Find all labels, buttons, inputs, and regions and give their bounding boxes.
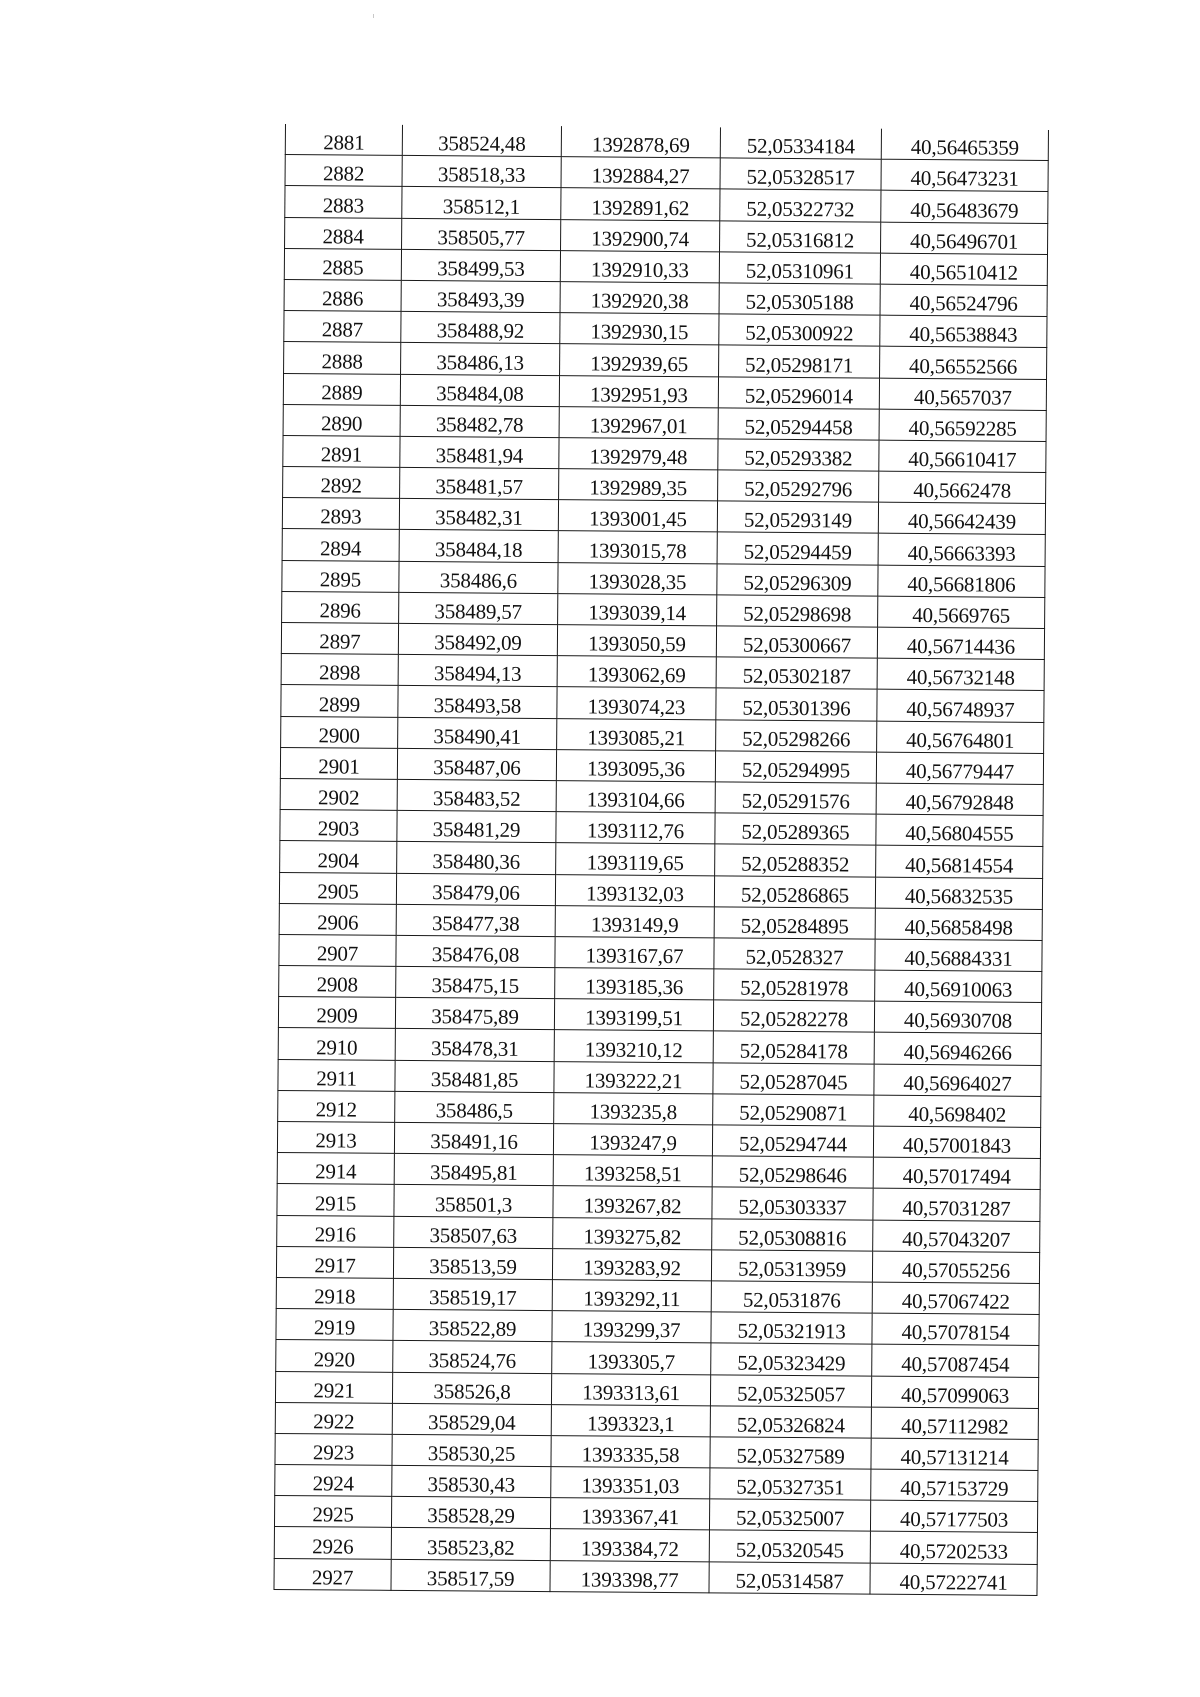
y-coordinate-cell: 1392930,15 [560, 313, 719, 345]
longitude-cell: 40,56483679 [881, 191, 1048, 223]
y-coordinate-cell: 1392939,65 [560, 344, 719, 376]
x-coordinate-cell: 358475,89 [395, 998, 554, 1030]
point-number-cell: 2893 [282, 498, 399, 530]
y-coordinate-cell: 1393095,36 [556, 749, 715, 781]
point-number-cell: 2921 [275, 1371, 392, 1403]
latitude-cell: 52,05325007 [709, 1499, 870, 1531]
point-number-cell: 2888 [284, 342, 401, 374]
x-coordinate-cell: 358484,18 [399, 530, 558, 562]
latitude-cell: 52,05316812 [720, 220, 881, 252]
longitude-cell: 40,57153729 [871, 1469, 1038, 1501]
x-coordinate-cell: 358486,6 [399, 561, 558, 593]
point-number-cell: 2897 [281, 622, 398, 654]
latitude-cell: 52,05281978 [714, 969, 875, 1001]
y-coordinate-cell: 1393085,21 [557, 718, 716, 750]
latitude-cell: 52,05314587 [709, 1562, 870, 1594]
point-number-cell: 2904 [280, 841, 397, 873]
point-number-cell: 2914 [277, 1153, 394, 1185]
y-coordinate-cell: 1392884,27 [561, 157, 720, 189]
x-coordinate-cell: 358512,1 [402, 187, 561, 219]
y-coordinate-cell: 1392920,38 [560, 282, 719, 314]
point-number-cell: 2906 [279, 903, 396, 935]
longitude-cell: 40,57017494 [873, 1157, 1040, 1189]
longitude-cell: 40,57099063 [871, 1376, 1038, 1408]
y-coordinate-cell: 1393283,92 [552, 1248, 711, 1280]
x-coordinate-cell: 358505,77 [402, 218, 561, 250]
longitude-cell: 40,57031287 [873, 1189, 1040, 1221]
x-coordinate-cell: 358482,31 [399, 499, 558, 531]
point-number-cell: 2891 [283, 435, 400, 467]
longitude-cell: 40,57177503 [870, 1500, 1037, 1532]
x-coordinate-cell: 358495,81 [394, 1154, 553, 1186]
point-number-cell: 2915 [277, 1184, 394, 1216]
x-coordinate-cell: 358481,29 [397, 811, 556, 843]
latitude-cell: 52,05327589 [710, 1437, 871, 1469]
point-number-cell: 2899 [281, 685, 398, 717]
x-coordinate-cell: 358483,52 [397, 779, 556, 811]
longitude-cell: 40,56884331 [875, 939, 1042, 971]
x-coordinate-cell: 358482,78 [400, 405, 559, 437]
x-coordinate-cell: 358484,08 [400, 374, 559, 406]
point-number-cell: 2890 [283, 404, 400, 436]
point-number-cell: 2919 [276, 1309, 393, 1341]
longitude-cell: 40,56610417 [879, 440, 1046, 472]
latitude-cell: 52,05302187 [716, 657, 877, 689]
latitude-cell: 52,05310961 [719, 252, 880, 284]
point-number-cell: 2883 [285, 186, 402, 218]
y-coordinate-cell: 1393367,41 [550, 1498, 709, 1530]
y-coordinate-cell: 1393149,9 [555, 905, 714, 937]
latitude-cell: 52,05294744 [712, 1125, 873, 1157]
longitude-cell: 40,56496701 [881, 222, 1048, 254]
longitude-cell: 40,57131214 [871, 1438, 1038, 1470]
longitude-cell: 40,57001843 [873, 1126, 1040, 1158]
x-coordinate-cell: 358480,36 [397, 842, 556, 874]
y-coordinate-cell: 1392900,74 [561, 219, 720, 251]
point-number-cell: 2907 [279, 934, 396, 966]
point-number-cell: 2898 [281, 654, 398, 686]
y-coordinate-cell: 1393199,51 [554, 999, 713, 1031]
latitude-cell: 52,05321913 [711, 1312, 872, 1344]
latitude-cell: 52,05308816 [712, 1218, 873, 1250]
longitude-cell: 40,56714436 [877, 627, 1044, 659]
latitude-cell: 52,05305188 [719, 283, 880, 315]
y-coordinate-cell: 1393112,76 [556, 812, 715, 844]
y-coordinate-cell: 1393235,8 [554, 1092, 713, 1124]
y-coordinate-cell: 1393323,1 [551, 1404, 710, 1436]
point-number-cell: 2909 [278, 997, 395, 1029]
x-coordinate-cell: 358487,06 [397, 748, 556, 780]
x-coordinate-cell: 358522,89 [393, 1310, 552, 1342]
y-coordinate-cell: 1393351,03 [551, 1467, 710, 1499]
point-number-cell: 2918 [276, 1277, 393, 1309]
latitude-cell: 52,05298266 [716, 719, 877, 751]
longitude-cell: 40,56792848 [876, 783, 1043, 815]
y-coordinate-cell: 1393185,36 [555, 968, 714, 1000]
latitude-cell: 52,05326824 [710, 1406, 871, 1438]
longitude-cell: 40,56910063 [875, 970, 1042, 1002]
x-coordinate-cell: 358523,82 [391, 1528, 550, 1560]
latitude-cell: 52,05293149 [717, 501, 878, 533]
x-coordinate-cell: 358530,43 [392, 1465, 551, 1497]
x-coordinate-cell: 358486,13 [401, 343, 560, 375]
latitude-cell: 52,05282278 [713, 1000, 874, 1032]
point-number-cell: 2925 [274, 1496, 391, 1528]
x-coordinate-cell: 358524,48 [402, 125, 561, 157]
latitude-cell: 52,05298646 [712, 1156, 873, 1188]
y-coordinate-cell: 1392878,69 [561, 126, 720, 158]
point-number-cell: 2889 [283, 373, 400, 405]
y-coordinate-cell: 1392979,48 [559, 438, 718, 470]
x-coordinate-cell: 358493,58 [398, 686, 557, 718]
latitude-cell: 52,05313959 [711, 1250, 872, 1282]
y-coordinate-cell: 1393210,12 [554, 1030, 713, 1062]
latitude-cell: 52,05287045 [713, 1063, 874, 1095]
latitude-cell: 52,05291576 [715, 782, 876, 814]
longitude-cell: 40,5669765 [878, 596, 1045, 628]
y-coordinate-cell: 1392967,01 [559, 406, 718, 438]
point-number-cell: 2884 [285, 217, 402, 249]
point-number-cell: 2924 [275, 1465, 392, 1497]
point-number-cell: 2882 [285, 155, 402, 187]
point-number-cell: 2903 [280, 810, 397, 842]
point-number-cell: 2894 [282, 529, 399, 561]
x-coordinate-cell: 358491,16 [394, 1122, 553, 1154]
longitude-cell: 40,56552566 [880, 346, 1047, 378]
x-coordinate-cell: 358488,92 [401, 312, 560, 344]
longitude-cell: 40,56814554 [876, 845, 1043, 877]
x-coordinate-cell: 358476,08 [396, 935, 555, 967]
x-coordinate-cell: 358501,3 [394, 1185, 553, 1217]
latitude-cell: 52,05296309 [717, 564, 878, 596]
latitude-cell: 52,05289365 [715, 813, 876, 845]
latitude-cell: 52,05328517 [720, 158, 881, 190]
latitude-cell: 52,05334184 [720, 127, 881, 159]
point-number-cell: 2913 [277, 1121, 394, 1153]
latitude-cell: 52,05300922 [719, 314, 880, 346]
x-coordinate-cell: 358507,63 [394, 1216, 553, 1248]
x-coordinate-cell: 358526,8 [392, 1372, 551, 1404]
point-number-cell: 2912 [278, 1090, 395, 1122]
y-coordinate-cell: 1393167,67 [555, 937, 714, 969]
x-coordinate-cell: 358477,38 [396, 904, 555, 936]
longitude-cell: 40,56681806 [878, 565, 1045, 597]
x-coordinate-cell: 358486,5 [395, 1091, 554, 1123]
y-coordinate-cell: 1393028,35 [558, 562, 717, 594]
y-coordinate-cell: 1392989,35 [559, 469, 718, 501]
latitude-cell: 52,0531876 [711, 1281, 872, 1313]
longitude-cell: 40,56510412 [880, 253, 1047, 285]
longitude-cell: 40,57222741 [870, 1563, 1037, 1595]
longitude-cell: 40,56764801 [877, 721, 1044, 753]
longitude-cell: 40,56524796 [880, 284, 1047, 316]
coordinates-table-body [274, 124, 1048, 1595]
point-number-cell: 2901 [280, 747, 397, 779]
point-number-cell: 2916 [277, 1215, 394, 1247]
point-number-cell: 2926 [274, 1527, 391, 1559]
longitude-cell: 40,56538843 [880, 315, 1047, 347]
x-coordinate-cell: 358493,39 [401, 280, 560, 312]
y-coordinate-cell: 1393299,37 [552, 1311, 711, 1343]
longitude-cell: 40,57202533 [870, 1532, 1037, 1564]
point-number-cell: 2922 [275, 1402, 392, 1434]
latitude-cell: 52,05293382 [718, 439, 879, 471]
y-coordinate-cell: 1393132,03 [555, 874, 714, 906]
latitude-cell: 52,05323429 [711, 1343, 872, 1375]
coordinates-table [273, 124, 1048, 1596]
x-coordinate-cell: 358530,25 [392, 1434, 551, 1466]
latitude-cell: 52,05322732 [720, 189, 881, 221]
latitude-cell: 52,05327351 [710, 1468, 871, 1500]
x-coordinate-cell: 358494,13 [398, 655, 557, 687]
longitude-cell: 40,56779447 [876, 752, 1043, 784]
longitude-cell: 40,56832535 [875, 877, 1042, 909]
x-coordinate-cell: 358489,57 [399, 592, 558, 624]
longitude-cell: 40,57112982 [871, 1407, 1038, 1439]
y-coordinate-cell: 1393039,14 [558, 593, 717, 625]
longitude-cell: 40,56642439 [878, 502, 1045, 534]
y-coordinate-cell: 1393062,69 [557, 656, 716, 688]
latitude-cell: 52,05301396 [716, 688, 877, 720]
latitude-cell: 52,05298171 [719, 345, 880, 377]
longitude-cell: 40,5657037 [879, 378, 1046, 410]
x-coordinate-cell: 358513,59 [393, 1247, 552, 1279]
longitude-cell: 40,56465359 [881, 129, 1048, 161]
longitude-cell: 40,56473231 [881, 159, 1048, 191]
latitude-cell: 52,05286865 [714, 875, 875, 907]
latitude-cell: 52,05320545 [709, 1530, 870, 1562]
point-number-cell: 2892 [283, 467, 400, 499]
y-coordinate-cell: 1393050,59 [557, 625, 716, 657]
point-number-cell: 2895 [282, 560, 399, 592]
y-coordinate-cell: 1393335,58 [551, 1436, 710, 1468]
y-coordinate-cell: 1393267,82 [553, 1186, 712, 1218]
x-coordinate-cell: 358481,85 [395, 1060, 554, 1092]
y-coordinate-cell: 1393001,45 [558, 500, 717, 532]
point-number-cell: 2896 [282, 591, 399, 623]
longitude-cell: 40,5662478 [879, 471, 1046, 503]
latitude-cell: 52,05303337 [712, 1187, 873, 1219]
x-coordinate-cell: 358519,17 [393, 1278, 552, 1310]
scan-mark [373, 14, 374, 18]
longitude-cell: 40,5698402 [874, 1095, 1041, 1127]
y-coordinate-cell: 1393258,51 [553, 1155, 712, 1187]
x-coordinate-cell: 358528,29 [391, 1497, 550, 1529]
longitude-cell: 40,56748937 [877, 690, 1044, 722]
y-coordinate-cell: 1393222,21 [554, 1061, 713, 1093]
point-number-cell: 2917 [276, 1246, 393, 1278]
longitude-cell: 40,56964027 [874, 1064, 1041, 1096]
longitude-cell: 40,56592285 [879, 409, 1046, 441]
x-coordinate-cell: 358479,06 [396, 873, 555, 905]
longitude-cell: 40,56732148 [877, 658, 1044, 690]
latitude-cell: 52,05292796 [718, 470, 879, 502]
point-number-cell: 2881 [285, 124, 402, 156]
point-number-cell: 2927 [274, 1558, 391, 1590]
longitude-cell: 40,57078154 [872, 1313, 1039, 1345]
longitude-cell: 40,56930708 [874, 1001, 1041, 1033]
point-number-cell: 2910 [278, 1028, 395, 1060]
latitude-cell: 52,0528327 [714, 938, 875, 970]
longitude-cell: 40,57067422 [872, 1282, 1039, 1314]
latitude-cell: 52,05294995 [715, 751, 876, 783]
x-coordinate-cell: 358529,04 [392, 1403, 551, 1435]
latitude-cell: 52,05288352 [715, 844, 876, 876]
x-coordinate-cell: 358517,59 [391, 1559, 550, 1591]
y-coordinate-cell: 1393104,66 [556, 781, 715, 813]
longitude-cell: 40,56858498 [875, 908, 1042, 940]
x-coordinate-cell: 358518,33 [402, 156, 561, 188]
y-coordinate-cell: 1392891,62 [561, 188, 720, 220]
point-number-cell: 2905 [279, 872, 396, 904]
point-number-cell: 2886 [284, 279, 401, 311]
y-coordinate-cell: 1393119,65 [556, 843, 715, 875]
x-coordinate-cell: 358492,09 [398, 623, 557, 655]
point-number-cell: 2900 [281, 716, 398, 748]
latitude-cell: 52,05294459 [717, 532, 878, 564]
point-number-cell: 2908 [279, 966, 396, 998]
y-coordinate-cell: 1393384,72 [550, 1529, 709, 1561]
point-number-cell: 2920 [276, 1340, 393, 1372]
latitude-cell: 52,05325057 [710, 1374, 871, 1406]
latitude-cell: 52,05296014 [718, 376, 879, 408]
y-coordinate-cell: 1392910,33 [560, 250, 719, 282]
y-coordinate-cell: 1393015,78 [558, 531, 717, 563]
x-coordinate-cell: 358478,31 [395, 1029, 554, 1061]
latitude-cell: 52,05284178 [713, 1031, 874, 1063]
latitude-cell: 52,05294458 [718, 408, 879, 440]
latitude-cell: 52,05298698 [717, 595, 878, 627]
table-row [274, 1558, 1037, 1595]
longitude-cell: 40,56804555 [876, 814, 1043, 846]
y-coordinate-cell: 1393313,61 [551, 1373, 710, 1405]
latitude-cell: 52,05290871 [713, 1094, 874, 1126]
x-coordinate-cell: 358481,94 [400, 436, 559, 468]
y-coordinate-cell: 1393247,9 [553, 1124, 712, 1156]
y-coordinate-cell: 1392951,93 [559, 375, 718, 407]
longitude-cell: 40,56663393 [878, 534, 1045, 566]
y-coordinate-cell: 1393074,23 [557, 687, 716, 719]
x-coordinate-cell: 358499,53 [401, 249, 560, 281]
x-coordinate-cell: 358475,15 [396, 966, 555, 998]
latitude-cell: 52,05284895 [714, 907, 875, 939]
longitude-cell: 40,57087454 [872, 1344, 1039, 1376]
y-coordinate-cell: 1393398,77 [550, 1560, 709, 1592]
x-coordinate-cell: 358481,57 [400, 467, 559, 499]
point-number-cell: 2902 [280, 778, 397, 810]
longitude-cell: 40,56946266 [874, 1033, 1041, 1065]
point-number-cell: 2923 [275, 1433, 392, 1465]
longitude-cell: 40,57043207 [873, 1220, 1040, 1252]
y-coordinate-cell: 1393275,82 [553, 1217, 712, 1249]
x-coordinate-cell: 358490,41 [398, 717, 557, 749]
latitude-cell: 52,05300667 [716, 626, 877, 658]
y-coordinate-cell: 1393292,11 [552, 1280, 711, 1312]
y-coordinate-cell: 1393305,7 [552, 1342, 711, 1374]
x-coordinate-cell: 358524,76 [393, 1341, 552, 1373]
point-number-cell: 2887 [284, 311, 401, 343]
point-number-cell: 2911 [278, 1059, 395, 1091]
longitude-cell: 40,57055256 [872, 1251, 1039, 1283]
point-number-cell: 2885 [284, 248, 401, 280]
